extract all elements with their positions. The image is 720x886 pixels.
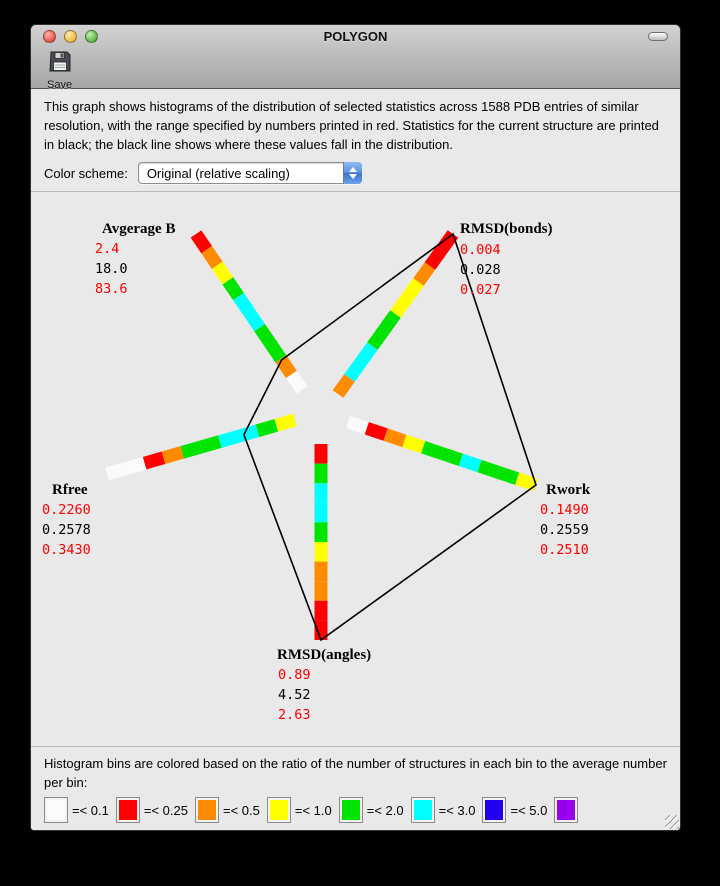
legend-text: Histogram bins are colored based on the ratio of the number of structures in each bin to the average number per bin: bbox=[44, 756, 667, 790]
histogram-bin bbox=[404, 441, 423, 447]
histogram-bin bbox=[498, 472, 517, 478]
legend-bin-label: =< 0.1 bbox=[72, 802, 109, 818]
titlebar[interactable] bbox=[31, 25, 680, 47]
polygon-window bbox=[30, 24, 681, 831]
histogram-bin bbox=[348, 422, 367, 428]
legend-bin-row bbox=[44, 797, 667, 823]
window-chrome bbox=[31, 25, 680, 89]
histogram-bin bbox=[145, 458, 164, 463]
legend-item bbox=[339, 797, 411, 823]
legend-item bbox=[482, 797, 554, 823]
legend-swatch bbox=[116, 797, 140, 823]
histogram-bin bbox=[270, 343, 281, 359]
legend-item bbox=[44, 797, 116, 823]
axis-max: 0.027 bbox=[460, 282, 501, 298]
histogram-bin bbox=[442, 454, 461, 460]
histogram-bin bbox=[384, 314, 396, 330]
legend-item bbox=[267, 797, 339, 823]
axis-value: 0.2559 bbox=[540, 522, 589, 538]
arrow-down-icon bbox=[349, 174, 357, 179]
histogram-bin bbox=[361, 346, 373, 362]
axis-value: 18.0 bbox=[95, 261, 128, 277]
axis-label: RMSD(bonds) bbox=[460, 221, 553, 237]
popup-stepper-icon bbox=[343, 162, 362, 184]
legend-item bbox=[116, 797, 195, 823]
legend-swatch bbox=[44, 797, 68, 823]
axis-max: 0.3430 bbox=[42, 542, 91, 558]
histogram-bin bbox=[373, 330, 385, 346]
axis-max: 0.2510 bbox=[540, 542, 589, 558]
axis-max: 83.6 bbox=[95, 281, 128, 297]
legend-bin-label: =< 5.0 bbox=[510, 802, 548, 818]
histogram-bin bbox=[126, 463, 145, 468]
legend-bin-label: =< 3.0 bbox=[438, 802, 476, 818]
color-scheme-row bbox=[44, 162, 667, 184]
axis-label: Rwork bbox=[546, 482, 591, 498]
color-scheme-selected-value: Original (relative scaling) bbox=[146, 165, 290, 181]
save-button[interactable] bbox=[43, 49, 76, 92]
legend-item bbox=[195, 797, 267, 823]
toolbar-toggle-button[interactable] bbox=[648, 32, 668, 41]
legend-swatch bbox=[482, 797, 506, 823]
histogram-bin bbox=[419, 266, 431, 282]
axis-min: 0.2260 bbox=[42, 502, 91, 518]
legend-bin-label: =< 0.25 bbox=[143, 802, 188, 818]
histogram-bin bbox=[276, 420, 295, 425]
axis-label: RMSD(angles) bbox=[277, 647, 372, 663]
axis-min: 0.004 bbox=[460, 242, 501, 258]
axis-min: 2.4 bbox=[95, 241, 120, 257]
save-button-label: Save bbox=[47, 79, 73, 91]
axis-min: 0.1490 bbox=[540, 502, 589, 518]
save-icon bbox=[48, 50, 72, 78]
axis-value: 0.028 bbox=[460, 262, 501, 278]
histogram-bin bbox=[207, 250, 218, 266]
axis-label: Avgerage B bbox=[102, 221, 176, 237]
histogram-bin bbox=[281, 359, 292, 375]
axis-value: 0.2578 bbox=[42, 522, 91, 538]
histogram-bin bbox=[220, 436, 239, 441]
histogram-bin bbox=[201, 442, 220, 447]
legend-swatch bbox=[339, 797, 363, 823]
histogram-bin bbox=[107, 469, 126, 474]
histogram-bin bbox=[249, 312, 260, 328]
legend-item bbox=[411, 797, 483, 823]
histogram-bin bbox=[396, 298, 408, 314]
intro-panel bbox=[31, 89, 680, 191]
legend-swatch bbox=[411, 797, 435, 823]
histogram-bin bbox=[291, 374, 302, 390]
legend-bin-label: =< 2.0 bbox=[366, 802, 404, 818]
axis-min: 0.89 bbox=[278, 667, 311, 683]
histogram-bin bbox=[338, 378, 350, 394]
axis-label: Rfree bbox=[52, 482, 88, 498]
histogram-bin bbox=[260, 328, 271, 344]
color-scheme-select[interactable] bbox=[138, 162, 362, 184]
legend-bin-label: =< 0.5 bbox=[222, 802, 260, 818]
window-title: POLYGON bbox=[323, 29, 388, 44]
axis-max: 2.63 bbox=[278, 707, 311, 723]
histogram-bin bbox=[163, 452, 182, 457]
legend-swatch bbox=[554, 797, 578, 823]
histogram-bin bbox=[407, 282, 419, 298]
legend-panel bbox=[31, 746, 680, 830]
histogram-bin bbox=[238, 296, 249, 312]
histogram-bin bbox=[517, 479, 536, 485]
histogram-bin bbox=[423, 447, 442, 453]
histogram-bin bbox=[350, 362, 362, 378]
arrow-up-icon bbox=[349, 167, 357, 172]
toolbar bbox=[31, 47, 680, 89]
histogram-bin bbox=[182, 447, 201, 452]
resize-grip-icon[interactable] bbox=[665, 815, 679, 829]
histogram-bin bbox=[239, 431, 258, 436]
intro-text: This graph shows histograms of the distribution of selected statistics across 1588 PDB entries of similar resolution, with the range specified by numbers printed in red. Statistics for the current structure are printed in black; the black line shows where these values fall in the distribution. bbox=[44, 99, 659, 152]
histogram-bin bbox=[217, 265, 228, 281]
histogram-bin bbox=[367, 428, 386, 434]
legend-item bbox=[554, 797, 582, 823]
histogram-bin bbox=[430, 250, 442, 266]
histogram-bin bbox=[228, 281, 239, 297]
legend-bin-label: =< 1.0 bbox=[294, 802, 332, 818]
axis-value: 4.52 bbox=[278, 687, 311, 703]
histogram-bin bbox=[461, 460, 480, 466]
histogram-bin bbox=[386, 435, 405, 441]
legend-swatch bbox=[267, 797, 291, 823]
polygon-chart bbox=[31, 192, 680, 747]
histogram-bin bbox=[196, 234, 207, 250]
legend-swatch bbox=[195, 797, 219, 823]
chart-area bbox=[31, 191, 680, 746]
histogram-bin bbox=[257, 425, 276, 430]
histogram-bin bbox=[480, 466, 499, 472]
color-scheme-label: Color scheme: bbox=[44, 165, 128, 181]
